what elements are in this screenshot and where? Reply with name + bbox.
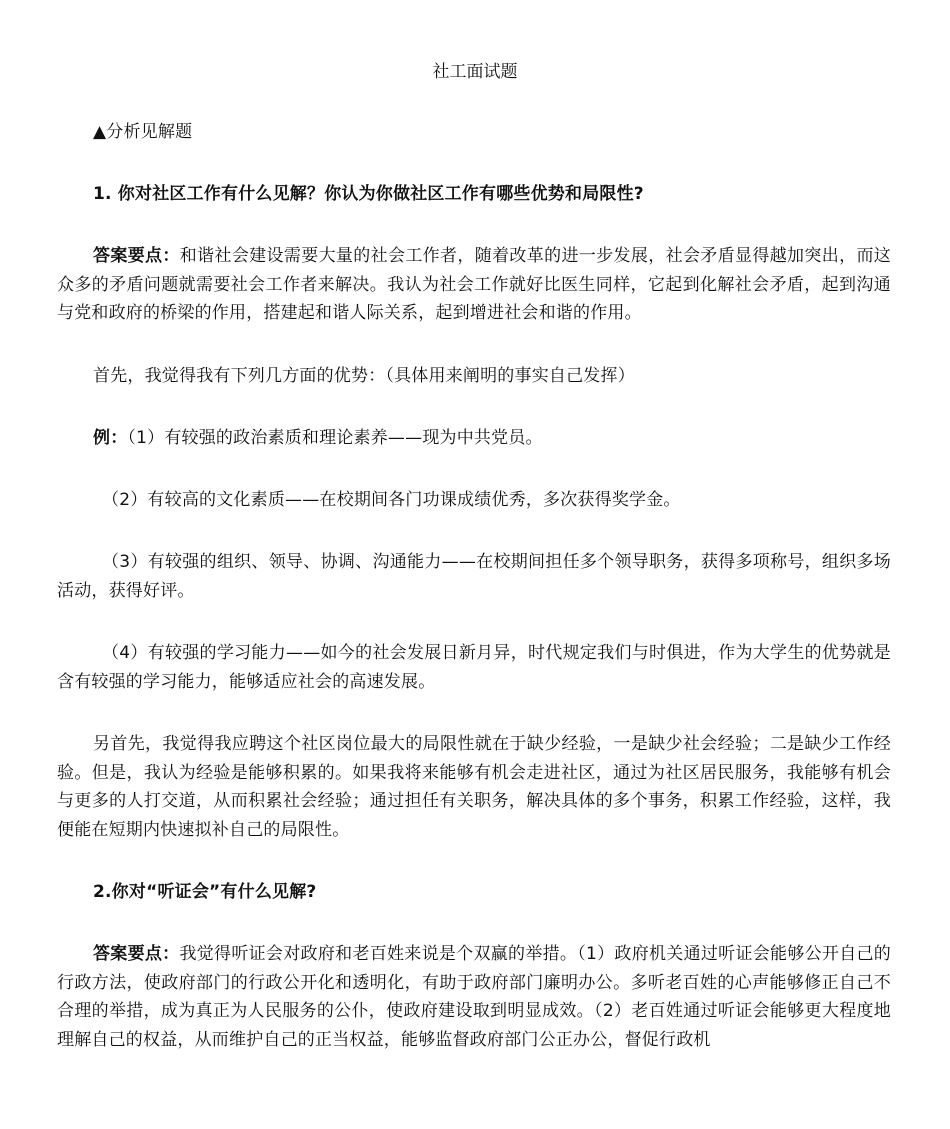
limitations-paragraph: 另首先，我觉得我应聘这个社区岗位最大的局限性就在于缺少经验，一是缺少社会经验；二是缺少工作经验。但是，我认为经验是能够积累的。如果我将来能够有机会走进社区，通过为社区居民服务，我能够有机会与更多的人打交道，从而积累社会经验；通过担任有关职务，解决具体的多个事务，积累工作经验，这样，我便能在短期内快速拟补自己的局限性。 (57, 734, 891, 840)
page-title: 社工面试题 (432, 62, 518, 82)
section-label: ▲分析见解题 (93, 122, 193, 142)
advantages-intro: 首先，我觉得我有下列几方面的优势：（具体用来阐明的事实自己发挥） (93, 366, 635, 386)
example-lead: 例： (93, 428, 128, 448)
answer-1-text: 和谐社会建设需要大量的社会工作者，随着改革的进一步发展，社会矛盾显得越加突出，而这众多的矛盾问题就需要社会工作者来解决。我认为社会工作就好比医生同样，它起到化解社会矛盾，起到沟通与党和政府的桥梁的作用，搭建起和谐人际关系，起到增进社会和谐的作用。 (57, 246, 892, 323)
answer-2-paragraph (57, 940, 891, 1054)
answer-2-text: 我觉得听证会对政府和老百姓来说是个双赢的举措。（1）政府机关通过听证会能够公开自己的行政方法，使政府部门的行政公开化和透明化，有助于政府部门廉明办公。多听老百姓的心声能够修正自己不合理的举措，成为真正为人民服务的公仆，使政府建设取到明显成效。（2）老百姓通过听证会能够更大程度地理解自己的权益，从而维护自己的正当权益，能够监督政府部门公正办公，督促行政机 (57, 944, 891, 1050)
question-1: 1. 你对社区工作有什么见解？你认为你做社区工作有哪些优势和局限性? (93, 184, 644, 204)
example-1-text: （1）有较强的政治素质和理论素养——现为中共党员。 (127, 428, 543, 448)
answer-2-lead: 答案要点： (93, 944, 180, 964)
question-2: 2.你对“听证会”有什么见解? (93, 882, 317, 902)
answer-1-paragraph (57, 242, 891, 328)
example-4: （4）有较强的学习能力——如今的社会发展日新月异，时代规定我们与时俱进，作为大学生的优势就是含有较强的学习能力，能够适应社会的高速发展。 (57, 643, 891, 692)
example-1-paragraph (57, 424, 891, 453)
example-2: （2）有较高的文化素质——在校期间各门功课成绩优秀，多次获得奖学金。 (102, 490, 681, 510)
example-3: （3）有较强的组织、领导、协调、沟通能力——在校期间担任多个领导职务，获得多项称号，组织多场活动，获得好评。 (57, 552, 891, 601)
answer-1-lead: 答案要点： (93, 246, 180, 266)
